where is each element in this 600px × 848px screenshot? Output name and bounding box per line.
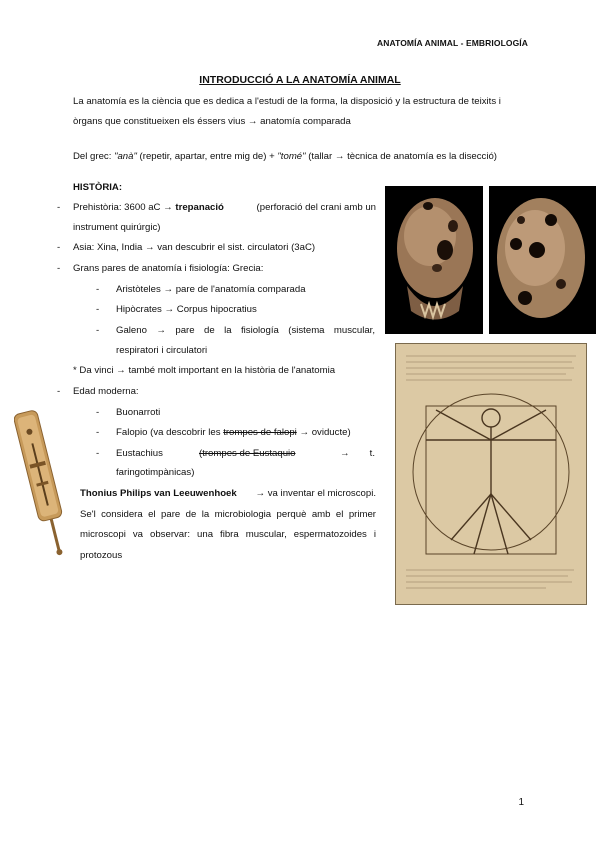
leeuwenhoek-line-1 [80,487,376,501]
falopio-line [116,426,351,440]
falopio-text-a: Falopio (va descobrir les [116,427,224,438]
intro-line-2: òrgans que constitueixen els éssers vius → anatomía comparada [73,116,351,127]
greek-suffix: (tallar → tècnica de anatomía es la disecció) [305,151,497,162]
galen-line-1: Galeno → pare de la fisiología (sistema muscular, [116,325,375,336]
bullet-dash: - [96,304,100,315]
falopio-struck: trompes de falopi [223,427,297,438]
greece-line: Grans pares de anatomía i fisiología: Grecia: [73,263,264,274]
leeuwenhoek-invention: → va inventar el microscopi. [255,488,376,499]
leeuwenhoek-line-2: Se'l considera el pare de la microbiologia perquè amb el primer [80,509,376,520]
page-title: INTRODUCCIÓ A LA ANATOMÍA ANIMAL [199,74,401,86]
skulls-illustration [385,186,596,334]
vitruvian-drawing [396,344,586,604]
hippocrates-line: Hipòcrates → Corpus hipocratius [116,304,257,315]
vitruvian-man-image [395,343,587,605]
prehistory-date: Prehistòria: 3600 aC → [73,202,173,213]
trepanned-skulls-image [385,186,596,334]
modern-age-line: Edad moderna: [73,386,139,397]
greek-prefix: Del grec: [73,151,115,162]
falopio-text-b: → oviducte) [296,427,351,438]
bullet-dash: - [96,448,100,459]
eustachius-struck: (trompes de Eustaquio [199,448,296,459]
running-header: ANATOMÍA ANIMAL - EMBRIOLOGÍA [376,38,528,48]
bullet-dash: - [96,325,100,336]
eustachius-t: t. [369,448,375,459]
bullet-dash: - [57,386,61,397]
eustachius-line-2: faringotimpànicas) [116,467,195,478]
aristotle-line: Aristòteles → pare de l'anatomía comparada [116,284,306,295]
leeuwenhoek-microscope-image [14,402,72,562]
greek-etymology [73,150,497,164]
bullet-dash: - [57,263,61,274]
microscope-drawing [14,402,72,562]
greek-mid: (repetir, apartar, entre mig de) + [136,151,278,162]
eustachius-line-1 [116,447,375,461]
bullet-dash: - [96,407,100,418]
bullet-dash: - [96,427,100,438]
buonarroti-line: Buonarroti [116,407,161,418]
leeuwenhoek-line-3: microscopi va observar: una fibra muscular, espermatozoides i [80,529,376,540]
prehistory-line-2: instrument quirúrgic) [73,222,161,233]
leeuwenhoek-name: Thonius Philips van Leeuwenhoek [80,488,237,499]
greek-tome: "tomé" [277,151,306,162]
bullet-dash: - [96,284,100,295]
galen-line-2: respiratori i circulatori [116,345,208,356]
intro-line-1: La anatomía es la ciència que es dedica a l'estudi de la forma, la disposició y la estructura de teixits i [73,96,501,107]
prehistory-trepanation: trepanació [175,202,224,213]
davinci-note: * Da vinci → també molt important en la història de l'anatomia [73,365,336,376]
bullet-dash: - [57,242,61,253]
page-number: 1 [518,797,524,808]
history-heading: HISTÒRIA: [73,182,123,193]
eustachius-name: Eustachius [116,448,163,459]
greek-ana: "anà" [114,151,137,162]
leeuwenhoek-line-4: protozous [80,550,123,561]
prehistory-desc: (perforació del crani amb un [256,202,376,213]
prehistory-line-1 [73,201,376,215]
bullet-dash: - [57,202,61,213]
asia-line: Asia: Xina, India → van descubrir el sist. circulatori (3aC) [73,242,316,253]
eustachius-arrow: → [340,448,350,459]
